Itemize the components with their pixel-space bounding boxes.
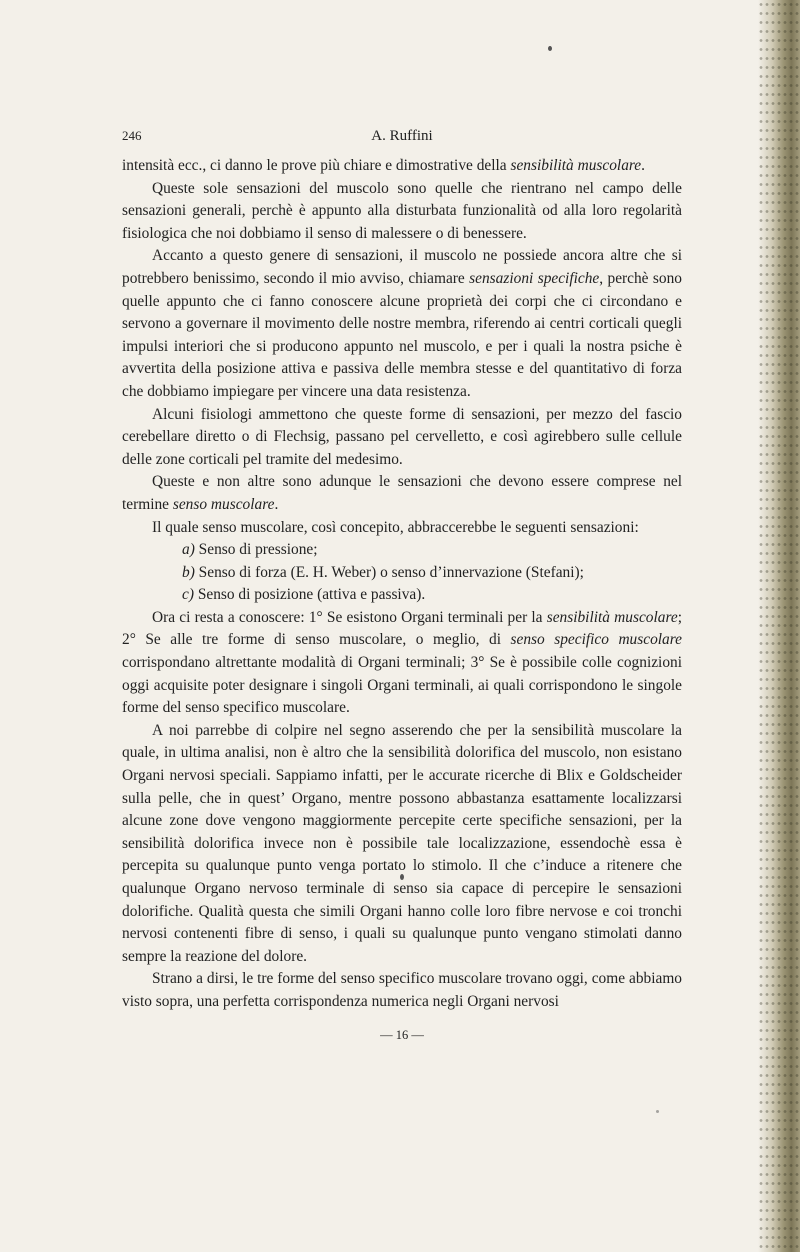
list-item-label: b) bbox=[182, 563, 195, 581]
paragraph: Alcuni fisiologi ammettono che queste forme di sensazioni, per mezzo del fascio cerebellare diretto o di Flechsig, passano pel cervelletto, e così agirebbero sulle cellule delle zone corticali pel tramite del medesimo. bbox=[122, 405, 682, 468]
emphasis: sensazioni specifiche bbox=[469, 269, 600, 287]
emphasis: senso specifico muscolare bbox=[510, 631, 682, 649]
paragraph: intensità ecc., ci danno le prove più chiare e dimostrative della sensibilità muscolare. bbox=[122, 157, 645, 174]
emphasis: sensibilità muscolare bbox=[510, 157, 642, 174]
list-item: c) Senso di posizione (attiva e passiva). bbox=[182, 586, 426, 604]
emphasis: senso muscolare bbox=[172, 495, 275, 513]
signature-mark: — 16 — bbox=[380, 1028, 424, 1042]
paragraph: Il quale senso muscolare, così concepito, abbraccerebbe le seguenti sensazioni: bbox=[152, 518, 639, 536]
list-item-label: c) bbox=[182, 586, 194, 604]
body-text bbox=[122, 155, 682, 1014]
ink-speck bbox=[400, 874, 404, 880]
list-item: b) Senso di forza (E. H. Weber) o senso d’innervazione (Stefani); bbox=[182, 563, 584, 581]
list-item-label: a) bbox=[182, 541, 195, 559]
list-item: a) Senso di pressione; bbox=[182, 541, 318, 559]
running-title: A. Ruffini bbox=[371, 128, 433, 144]
page-edge-texture bbox=[758, 0, 800, 1252]
paragraph: Queste e non altre sono adunque le sensazioni che devono essere comprese nel termine senso muscolare. bbox=[122, 473, 682, 513]
paragraph: Strano a dirsi, le tre forme del senso specifico muscolare trovano oggi, come abbiamo visto sopra, una perfetta corrispondenza numerica negli Organi nervosi bbox=[122, 970, 682, 1010]
running-head bbox=[122, 128, 682, 148]
ink-speck bbox=[548, 46, 552, 51]
ink-speck bbox=[656, 1110, 659, 1113]
paragraph: Queste sole sensazioni del muscolo sono quelle che rientrano nel campo delle sensazioni generali, perchè è appunto alla disturbata funzionalità od alla loro regolarità fisiologica che noi dobbiamo il senso di malessere o di benessere. bbox=[122, 179, 682, 242]
emphasis: sensibilità muscolare bbox=[546, 608, 678, 626]
page-number: 246 bbox=[122, 128, 142, 143]
paragraph: A noi parrebbe di colpire nel segno asserendo che per la sensibilità muscolare la quale, in ultima analisi, non è altro che la sensibilità dolorifica del muscolo, non esistano Organi nervosi speciali. Sappiamo infatti, per le accurate ricerche di Blix e Goldscheider sulla pelle, che in quest’ Organo, mentre possono abbastanza esattamente localizzarsi alcune zone dove vengono maggiormente percepite certe specifiche sensazioni, per la sensibilità dolorifica invece non è possibile tale localizzazione, essendochè essa è percepita su qualunque punto venga portato lo stimolo. Il che c’induce a ritenere che qualunque Organo nervoso terminale di senso sia capace di percepire le sensazioni dolorifiche. Qualità questa che simili Organi hanno colle loro fibre nervose e coi tronchi nervosi contenenti fibre di senso, i quali su qualunque punto vengano stimolati danno sempre la reazione del dolore. bbox=[122, 721, 682, 965]
paragraph: Accanto a questo genere di sensazioni, il muscolo ne possiede ancora altre che si potrebbero benissimo, secondo il mio avviso, chiamare sensazioni specifiche, perchè sono quelle appunto che ci fanno conoscere alcune proprietà dei corpi che ci circondano e servono a governare il movimento delle nostre membra, riferendo ai centri corticali quegli impulsi interiori che si producono appunto nel muscolo, e per i quali la nostra psiche è avvertita della posizione attiva e passiva delle membra stesse e del quantitativo di forza che dobbiamo impiegare per vincere una data resistenza. bbox=[122, 247, 682, 400]
paragraph: Ora ci resta a conoscere: 1° Se esistono Organi terminali per la sensibilità muscolare; 2° Se alle tre forme di senso muscolare, o meglio, di senso specifico muscolare corrispondano altrettante modalità di Organi terminali; 3° Se è possibile colle cognizioni oggi acquisite poter designare i singoli Organi terminali, ai quali corrispondono le singole forme del senso specifico muscolare. bbox=[122, 608, 683, 717]
